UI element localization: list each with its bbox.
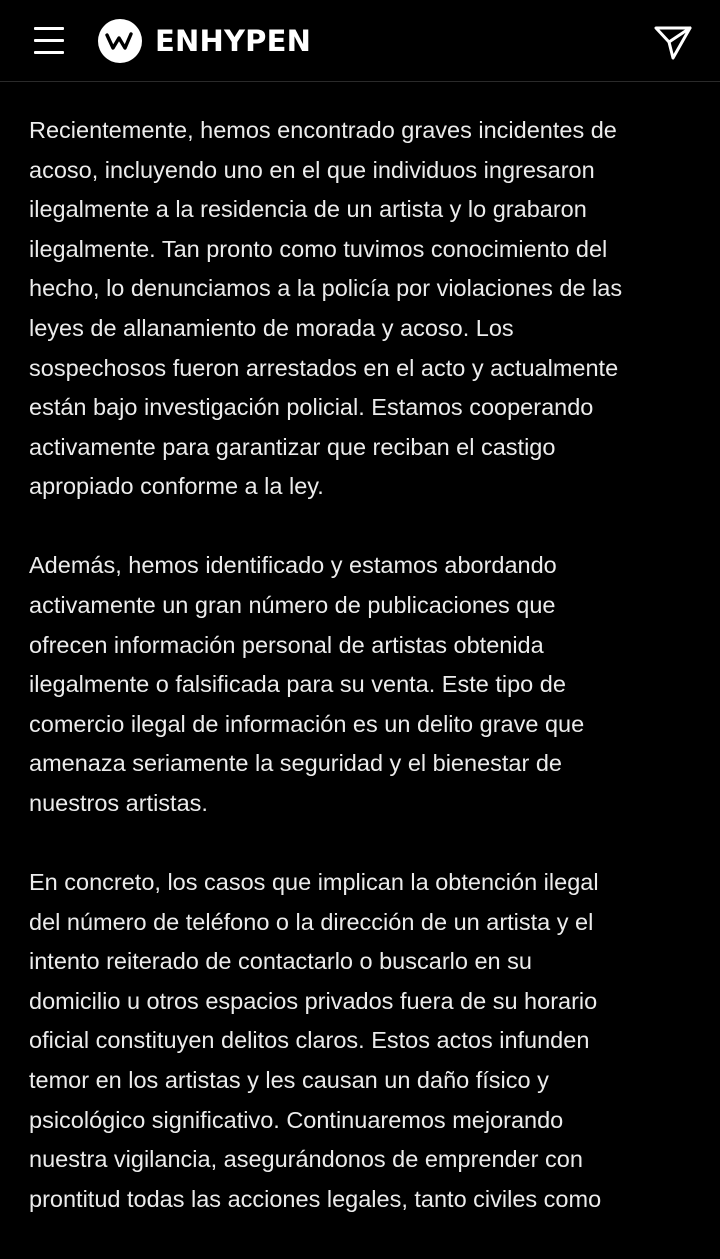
post-text-line: En concreto, los casos que implican la obtención ilegal	[29, 869, 599, 896]
post-text-line: ofrecen información personal de artistas obtenida	[29, 631, 544, 658]
post-text-line: del número de teléfono o la dirección de un artista y el	[29, 908, 594, 935]
top-app-bar	[0, 0, 720, 82]
hamburger-menu-icon	[34, 39, 64, 42]
post-text-line: nuestra vigilancia, asegurándonos de emprender con	[29, 1146, 583, 1173]
weverse-w-logo-icon	[98, 19, 142, 63]
post-text-line: están bajo investigación policial. Estamos cooperando	[29, 394, 594, 421]
post-text-line: leyes de allanamiento de morada y acoso. Los	[29, 314, 514, 341]
post-text-line: activamente para garantizar que reciban el castigo	[29, 433, 556, 460]
post-text-line: nuestros artistas.	[29, 790, 208, 816]
post-text-line: comercio ilegal de información es un delito grave que	[29, 710, 585, 737]
community-brand-link[interactable]	[98, 19, 311, 63]
post-text-line: Recientemente, hemos encontrado graves incidentes de	[29, 117, 617, 143]
post-text-line: activamente un gran número de publicaciones que	[29, 592, 556, 619]
post-text-line: ilegalmente a la residencia de un artista y lo grabaron	[29, 196, 587, 223]
post-text-line: acoso, incluyendo uno en el que individuos ingresaron	[29, 156, 595, 183]
post-text-line: ilegalmente o falsificada para su venta. Este tipo de	[29, 671, 566, 698]
post-text-line: sospechosos fueron arrestados en el acto y actualmente	[29, 354, 619, 381]
community-name: ENHYPEN	[155, 24, 312, 58]
post-text-line: ilegalmente. Tan pronto como tuvimos conocimiento del	[29, 235, 608, 262]
post-text-line: apropiado conforme a la ley.	[29, 473, 324, 500]
share-button[interactable]	[652, 22, 694, 62]
post-text-line: temor en los artistas y les causan un daño físico y	[29, 1067, 549, 1094]
post-body	[29, 111, 709, 1259]
post-paragraph	[29, 111, 709, 507]
post-paragraph	[29, 546, 709, 823]
post-text-line: hecho, lo denunciamos a la policía por violaciones de las	[29, 275, 623, 302]
menu-button[interactable]	[30, 24, 68, 58]
post-text-line: oficial constituyen delitos claros. Estos actos infunden	[29, 1027, 590, 1054]
post-text-line: amenaza seriamente la seguridad y el bienestar de	[29, 750, 562, 777]
post-text-line: prontitud todas las acciones legales, tanto civiles como	[29, 1185, 602, 1212]
post-text-line: intento reiterado de contactarlo o buscarlo en su	[29, 948, 532, 975]
hamburger-menu-icon	[34, 51, 64, 54]
hamburger-menu-icon	[34, 27, 64, 30]
post-text-line: domicilio u otros espacios privados fuera de su horario	[29, 987, 598, 1014]
post-text-line: psicológico significativo. Continuaremos mejorando	[29, 1106, 564, 1133]
post-paragraph	[29, 863, 709, 1219]
send-paper-plane-icon	[652, 22, 694, 62]
post-text-line: Además, hemos identificado y estamos abordando	[29, 552, 557, 579]
